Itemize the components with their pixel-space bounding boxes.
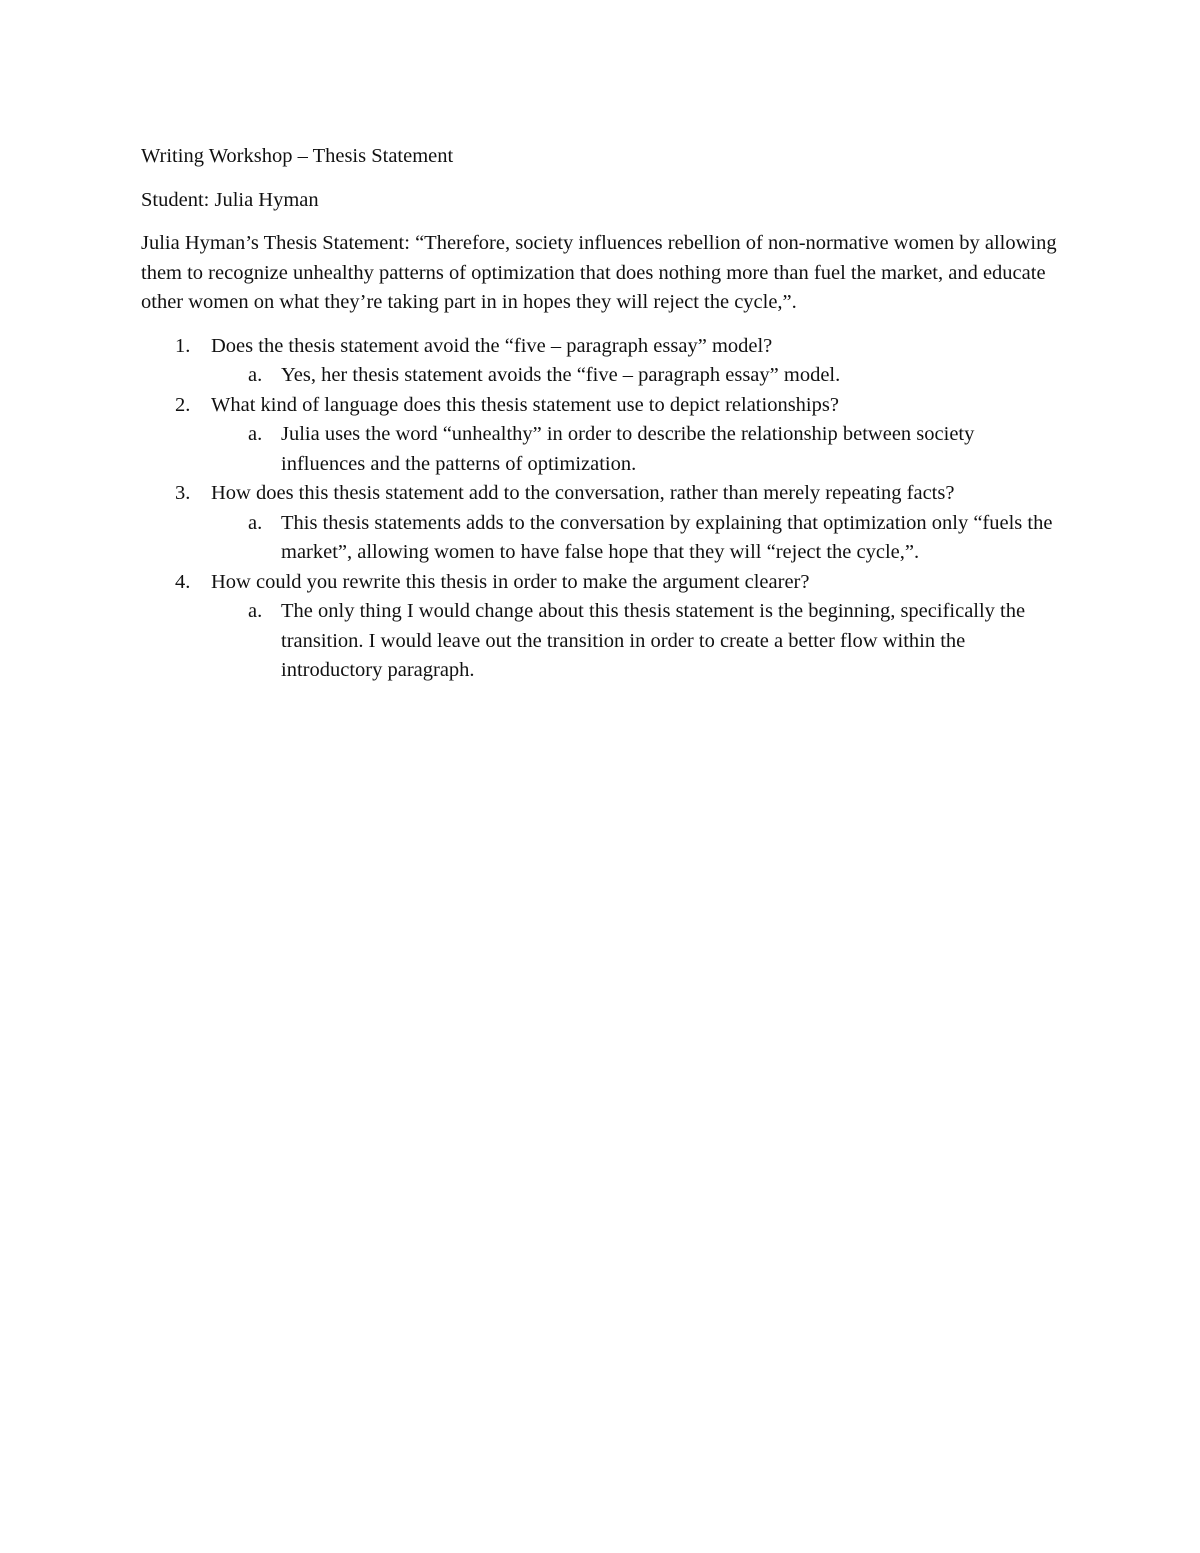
document-body (141, 142, 1061, 686)
question-item (141, 479, 1061, 568)
answer-item (211, 361, 1061, 391)
question-number: 2. (175, 393, 191, 416)
question-item (141, 568, 1061, 686)
question-number: 4. (175, 570, 191, 593)
question-text: How could you rewrite this thesis in order to make the argument clearer? (211, 570, 810, 593)
student-name: Student: Julia Hyman (141, 188, 319, 211)
answer-list (211, 420, 1061, 479)
document-title: Writing Workshop – Thesis Statement (141, 145, 454, 167)
question-list (141, 332, 1061, 686)
answer-item (211, 509, 1061, 568)
answer-item (211, 597, 1061, 686)
answer-letter: a. (248, 423, 263, 445)
answer-text: Yes, her thesis statement avoids the “five – paragraph essay” model. (281, 364, 841, 386)
question-text: What kind of language does this thesis statement use to depict relationships? (211, 393, 839, 416)
answer-letter: a. (248, 600, 263, 622)
answer-letter: a. (248, 511, 263, 534)
answer-text: Julia uses the word “unhealthy” in order to describe the relationship between society influences and the patterns of optimization. (281, 423, 975, 475)
answer-list (211, 597, 1061, 686)
answer-letter: a. (248, 364, 263, 386)
answer-list (211, 361, 1061, 391)
thesis-statement-paragraph: Julia Hyman’s Thesis Statement: “Therefore, society influences rebellion of non-normative women by allowing them to recognize unhealthy patterns of optimization that does nothing more than fuel the market, and educate other women on what they’re taking part in in hopes they will reject the cycle,”. (141, 232, 1057, 313)
question-text: How does this thesis statement add to the conversation, rather than merely repeating facts? (211, 482, 955, 504)
question-number: 1. (175, 334, 191, 357)
question-item (141, 391, 1061, 480)
question-number: 3. (175, 482, 191, 504)
answer-item (211, 420, 1061, 479)
answer-list (211, 509, 1061, 568)
answer-text: This thesis statements adds to the conversation by explaining that optimization only “fuels the market”, allowing women to have false hope that they will “reject the cycle,”. (281, 511, 1053, 563)
question-item (141, 332, 1061, 391)
question-text: Does the thesis statement avoid the “five – paragraph essay” model? (211, 334, 773, 357)
answer-text: The only thing I would change about this thesis statement is the beginning, specifically the transition. I would leave out the transition in order to create a better flow within the introductory paragraph. (281, 600, 1026, 681)
